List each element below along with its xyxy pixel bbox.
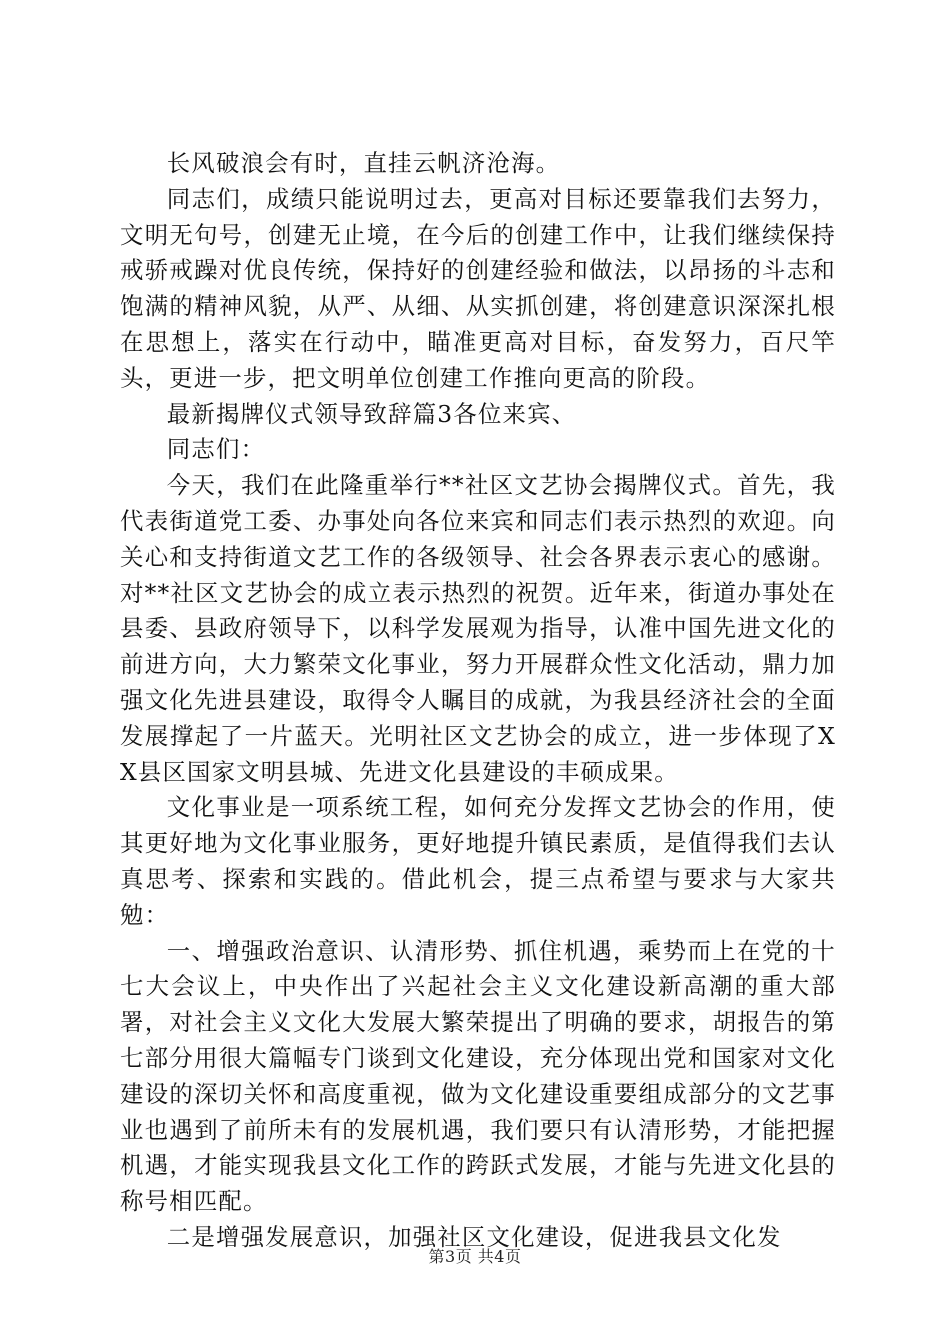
paragraph-5: 今天，我们在此隆重举行**社区文艺协会揭牌仪式。首先，我代表街道党工委、办事处向各位来宾和同志们表示热烈的欢迎。向关心和支持街道文艺工作的各级领导、社会各界表示衷心的感谢。对**社区文艺协会的成立表示热烈的祝贺。近年来，街道办事处在县委、县政府领导下，以科学发展观为指导，认准中国先进文化的前进方向，大力繁荣文化事业，努力开展群众性文化活动，鼎力加强文化先进县建设，取得令人瞩目的成就，为我县经济社会的全面发展撑起了一片蓝天。光明社区文艺协会的成立，进一步体现了XX县区国家文明县城、先进文化县建设的丰硕成果。	[120, 471, 836, 786]
paragraph-7: 一、增强政治意识、认清形势、抓住机遇，乘势而上在党的十七大会议上，中央作出了兴起社会主义文化建设新高潮的重大部署，对社会主义文化大发展大繁荣提出了明确的要求，胡报告的第七部分用很大篇幅专门谈到文化建设，充分体现出党和国家对文化建设的深切关怀和高度重视，做为文化建设重要组成部分的文艺事业也遇到了前所未有的发展机遇，我们要只有认清形势，才能把握机遇，才能实现我县文化工作的跨跃式发展，才能与先进文化县的称号相匹配。	[120, 936, 836, 1216]
paragraph-8: 二是增强发展意识，加强社区文化建设，促进我县文化发	[166, 1222, 782, 1251]
paragraph-6: 文化事业是一项系统工程，如何充分发挥文艺协会的作用，使其更好地为文化事业服务，更好地提升镇民素质，是值得我们去认真思考、探索和实践的。借此机会，提三点希望与要求与大家共勉：	[120, 793, 836, 929]
page-footer: 第3页 共4页	[428, 1247, 522, 1266]
paragraph-4: 同志们：	[166, 435, 266, 464]
paragraph-3: 最新揭牌仪式领导致辞篇3各位来宾、	[166, 399, 577, 428]
paragraph-1: 长风破浪会有时，直挂云帆济沧海。	[166, 149, 561, 177]
paragraph-2: 同志们，成绩只能说明过去，更高对目标还要靠我们去努力，文明无句号，创建无止境，在今后的创建工作中，让我们继续保持戒骄戒躁对优良传统，保持好的创建经验和做法，以昂扬的斗志和饱满的精神风貌，从严、从细、从实抓创建，将创建意识深深扎根在思想上，落实在行动中，瞄准更高对目标，奋发努力，百尺竿头，更进一步，把文明单位创建工作推向更高的阶段。	[120, 184, 836, 392]
document-body	[120, 146, 836, 1256]
